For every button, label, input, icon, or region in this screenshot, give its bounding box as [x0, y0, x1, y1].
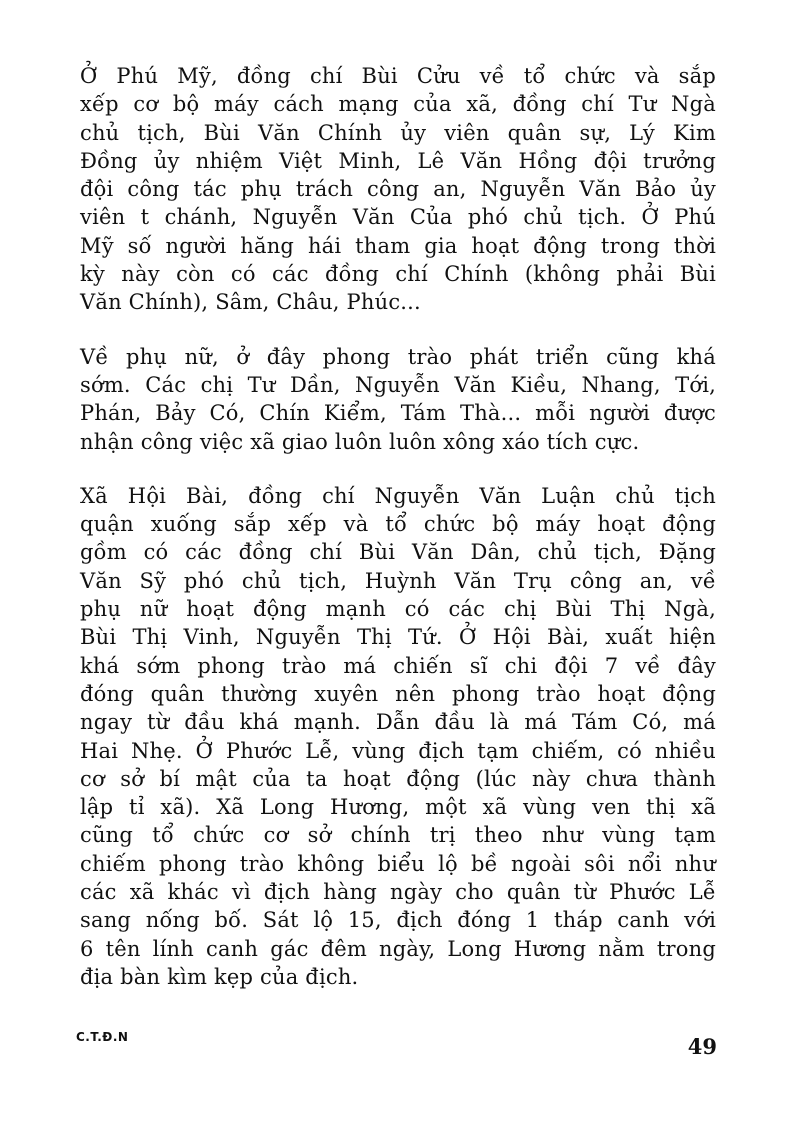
text-line: Bùi Thị Vinh, Nguyễn Thị Tứ. Ở Hội Bài, xuất hiện: [80, 625, 716, 650]
text-line: Về phụ nữ, ở đây phong trào phát triển cũng khá: [80, 344, 716, 369]
text-line: khá sớm phong trào má chiến sĩ chi đội 7 về đây: [80, 653, 716, 678]
text-line: chiếm phong trào không biểu lộ bề ngoài sôi nổi như: [80, 851, 716, 876]
text-line: phụ nữ hoạt động mạnh có các chị Bùi Thị Ngà,: [80, 597, 716, 622]
text-line: kỳ này còn có các đồng chí Chính (không phải Bùi: [80, 262, 716, 287]
page-number: 49: [687, 1034, 717, 1059]
text-line: Xã Hội Bài, đồng chí Nguyễn Văn Luận chủ tịch: [80, 483, 716, 508]
text-line: Văn Chính), Sâm, Châu, Phúc...: [80, 290, 421, 315]
text-line: 6 tên lính canh gác đêm ngày, Long Hương nằm trong: [80, 936, 716, 961]
text-line: quận xuống sắp xếp và tổ chức bộ máy hoạt động: [80, 512, 716, 537]
text-line: Phán, Bảy Có, Chín Kiểm, Tám Thà... mỗi người được: [80, 401, 716, 426]
paragraph-hoi-bai: [80, 482, 716, 991]
text-line: cũng tổ chức cơ sở chính trị theo như vùng tạm: [80, 823, 716, 848]
text-line: đội công tác phụ trách công an, Nguyễn Văn Bảo ủy: [80, 177, 716, 202]
text-line: Mỹ số người hăng hái tham gia hoạt động trong thời: [80, 233, 716, 258]
body-text: [80, 62, 716, 1017]
text-line: Đồng ủy nhiệm Việt Minh, Lê Văn Hồng đội trưởng: [80, 148, 716, 173]
text-line: sớm. Các chị Tư Dần, Nguyễn Văn Kiều, Nhang, Tới,: [80, 372, 716, 397]
text-line: chủ tịch, Bùi Văn Chính ủy viên quân sự, Lý Kim: [80, 120, 716, 145]
text-line: đóng quân thường xuyên nên phong trào hoạt động: [80, 681, 716, 706]
text-line: Ở Phú Mỹ, đồng chí Bùi Cửu về tổ chức và sắp: [80, 64, 716, 88]
text-line: địa bàn kìm kẹp của địch.: [80, 964, 359, 989]
text-line: sang nống bố. Sát lộ 15, địch đóng 1 tháp canh với: [80, 908, 716, 933]
text-line: ngay từ đầu khá mạnh. Dẫn đầu là má Tám Có, má: [80, 710, 716, 735]
text-line: các xã khác vì địch hàng ngày cho quân từ Phước Lễ: [80, 880, 716, 905]
text-line: cơ sở bí mật của ta hoạt động (lúc này chưa thành: [80, 766, 716, 791]
footer-publication-mark: C.T.Đ.N: [76, 1030, 129, 1044]
text-line: viên t chánh, Nguyễn Văn Của phó chủ tịch. Ở Phú: [80, 205, 716, 230]
text-line: Hai Nhẹ. Ở Phước Lễ, vùng địch tạm chiếm, có nhiều: [80, 738, 716, 763]
text-line: Văn Sỹ phó chủ tịch, Huỳnh Văn Trụ công an, về: [80, 568, 716, 593]
text-line: nhận công việc xã giao luôn luôn xông xáo tích cực.: [80, 429, 640, 454]
text-line: lập tỉ xã). Xã Long Hương, một xã vùng ven thị xã: [80, 795, 716, 820]
text-line: gồm có các đồng chí Bùi Văn Dân, chủ tịch, Đặng: [80, 540, 716, 565]
paragraph-phu-my: [80, 62, 716, 317]
paragraph-phu-nu: [80, 343, 716, 456]
text-line: xếp cơ bộ máy cách mạng của xã, đồng chí Tư Ngà: [80, 92, 716, 117]
